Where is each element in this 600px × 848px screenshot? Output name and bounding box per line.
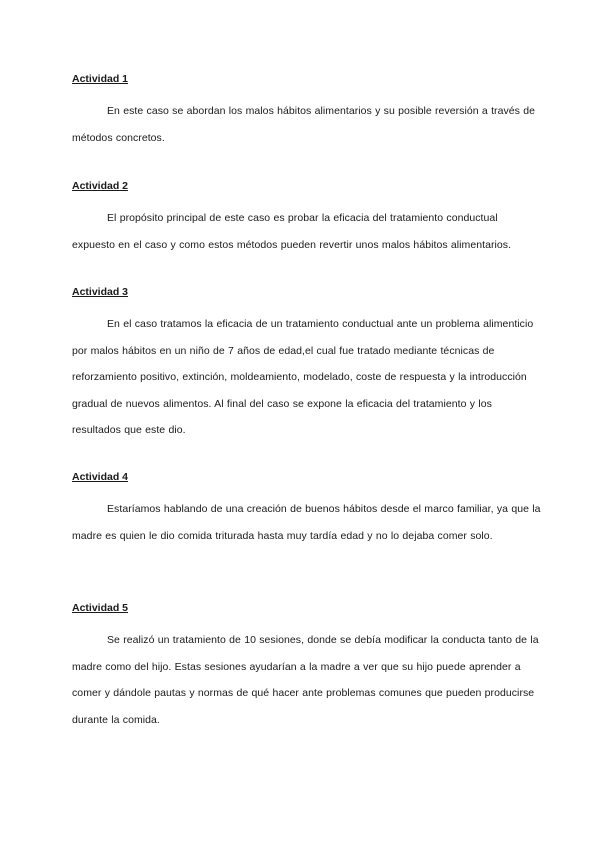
section-heading: Actividad 1 bbox=[72, 73, 129, 85]
section-actividad-5 bbox=[72, 601, 542, 733]
section-actividad-1 bbox=[72, 72, 542, 151]
section-paragraph: En este caso se abordan los malos hábitos alimentarios y su posible reversión a través de métodos concretos. bbox=[72, 105, 536, 144]
section-paragraph: Se realizó un tratamiento de 10 sesiones, donde se debía modificar la conducta tanto de la madre como del hijo. Estas sesiones ayudarían a la madre a ver que su hijo puede aprender a comer y dándole pautas y normas de qué hacer ante problemas comunes que pueden producirse durante la comida. bbox=[72, 634, 539, 726]
section-actividad-4 bbox=[72, 470, 542, 549]
section-paragraph: En el caso tratamos la eficacia de un tratamiento conductual ante un problema alimenticio por malos hábitos en un niño de 7 años de edad,el cual fue tratado mediante técnicas de reforzamiento positivo, extinción, moldeamiento, modelado, coste de respuesta y la introducción gradual de nuevos alimentos. Al final del caso se expone la eficacia del tratamiento y los resultados que este dio. bbox=[72, 318, 534, 437]
section-paragraph: El propósito principal de este caso es probar la eficacia del tratamiento conductual expuesto en el caso y como estos métodos pueden revertir unos malos hábitos alimentarios. bbox=[72, 212, 512, 251]
section-heading: Actividad 5 bbox=[72, 602, 129, 614]
section-actividad-2 bbox=[72, 179, 542, 258]
section-heading: Actividad 2 bbox=[72, 180, 129, 192]
section-actividad-3 bbox=[72, 285, 542, 444]
section-paragraph: Estaríamos hablando de una creación de buenos hábitos desde el marco familiar, ya que la madre es quien le dio comida triturada hasta muy tardía edad y no lo dejaba comer solo. bbox=[72, 503, 541, 542]
section-heading: Actividad 3 bbox=[72, 286, 129, 298]
section-heading: Actividad 4 bbox=[72, 471, 129, 483]
